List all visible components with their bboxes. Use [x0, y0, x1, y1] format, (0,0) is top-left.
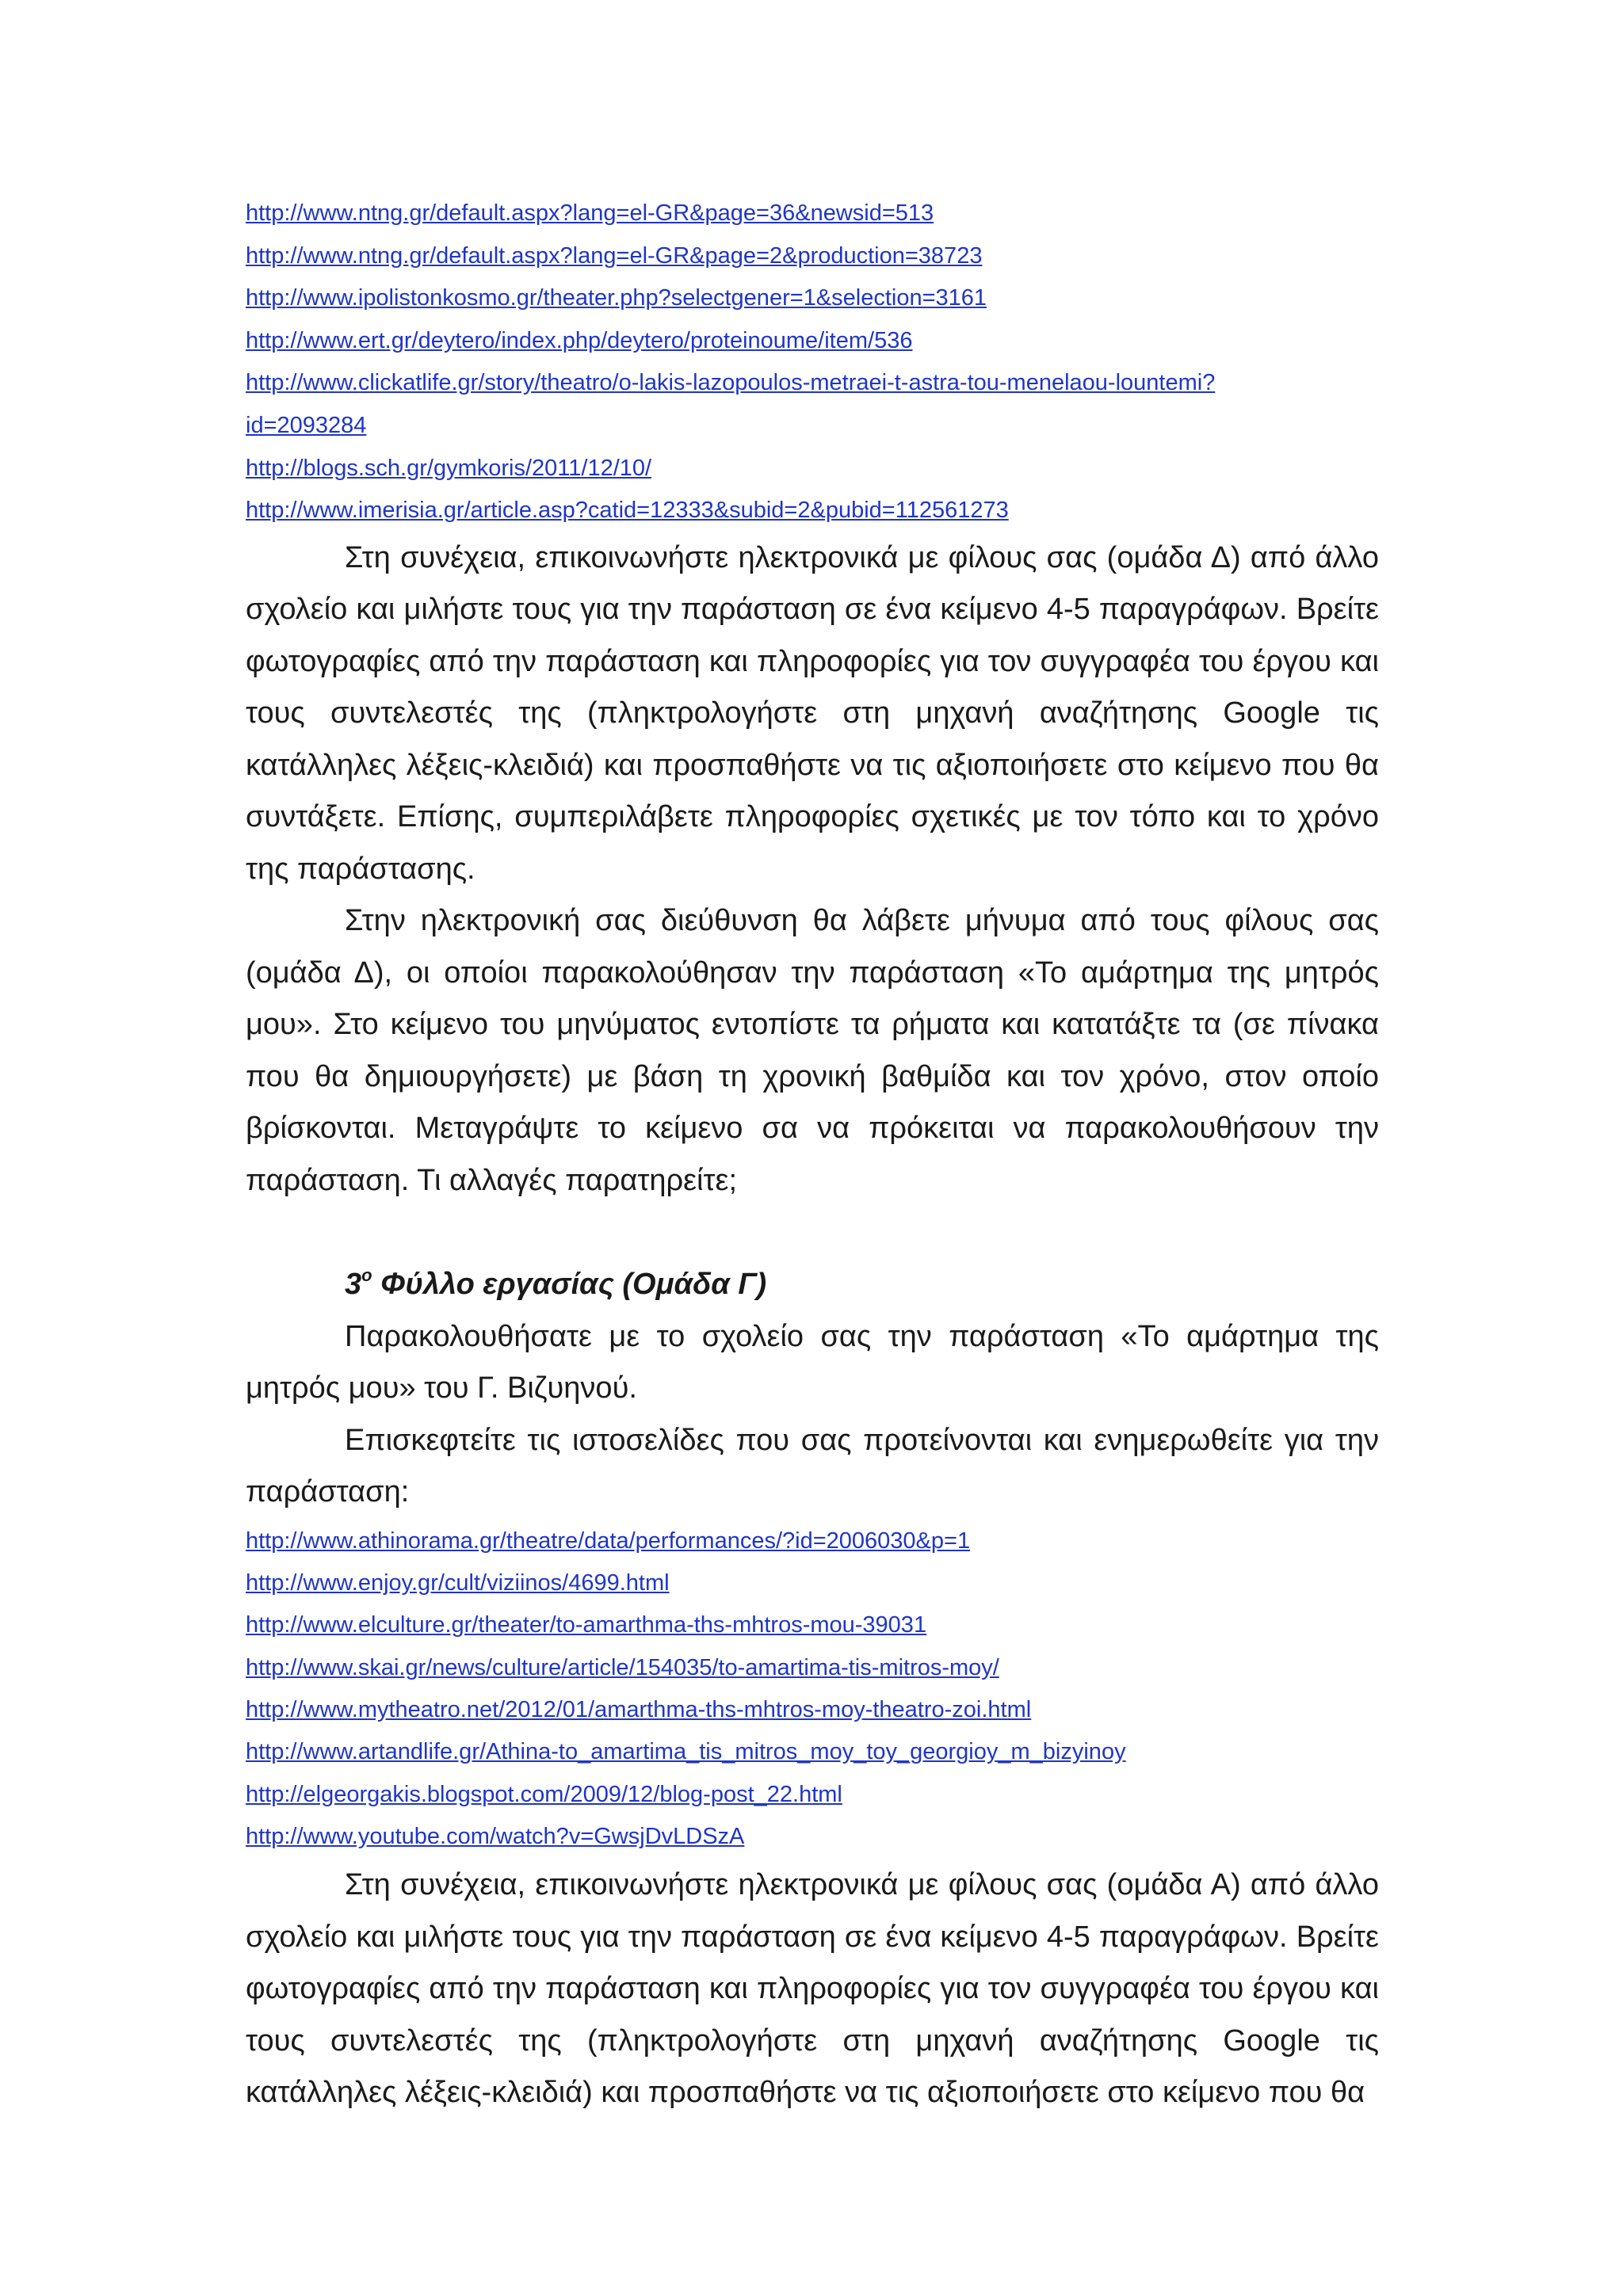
worksheet-heading [246, 1259, 1379, 1311]
document-page [246, 0, 1379, 2119]
link-elgeorgakis[interactable]: http://elgeorgakis.blogspot.com/2009/12/blog-post_22.html [246, 1781, 842, 1807]
link-blogs-sch[interactable]: http://blogs.sch.gr/gymkoris/2011/12/10/ [246, 455, 652, 481]
link-enjoy[interactable]: http://www.enjoy.gr/cult/viziinos/4699.html [246, 1570, 670, 1596]
paragraph-communicate-group-d: Στη συνέχεια, επικοινωνήστε ηλεκτρονικά με φίλους σας (ομάδα Δ) από άλλο σχολείο και μιλήστε τους για την παράσταση σε ένα κείμενο 4-5 παραγράφων. Βρείτε φωτογραφίες από την παράσταση και πληροφορίες για τον συγγραφέα του έργου και τους συντελεστές της (πληκτρολογήστε στη μηχανή αναζήτησης Google τις κατάλληλες λέξεις-κλειδιά) και προσπαθήστε να τις αξιοποιήσετε στο κείμενο που θα συντάξετε. Επίσης, συμπεριλάβετε πληροφορίες σχετικές με τον τόπο και το χρόνο της παράστασης. [246, 540, 1379, 886]
paragraph-communicate-group-a: Στη συνέχεια, επικοινωνήστε ηλεκτρονικά με φίλους σας (ομάδα Α) από άλλο σχολείο και μιλήστε τους για την παράσταση σε ένα κείμενο 4-5 παραγράφων. Βρείτε φωτογραφίες από την παράσταση και πληροφορίες για τον συγγραφέα του έργου και τους συντελεστές της (πληκτρολογήστε στη μηχανή αναζήτησης Google τις κατάλληλες λέξεις-κλειδιά) και προσπαθήστε να τις αξιοποιήσετε στο κείμενο που θα [246, 1868, 1379, 2110]
paragraph-watched-play: Παρακολουθήσατε με το σχολείο σας την παράσταση «Το αμάρτημα της μητρός μου» του Γ. Βιζυηνού. [246, 1319, 1379, 1405]
link-ntng-newsid[interactable]: http://www.ntng.gr/default.aspx?lang=el-GR&page=36&newsid=513 [246, 200, 934, 226]
link-clickatlife[interactable]: http://www.clickatlife.gr/story/theatro/o-lakis-lazopoulos-metraei-t-astra-tou-menelaou-lountemi? [246, 370, 1216, 396]
link-elculture[interactable]: http://www.elculture.gr/theater/to-amarthma-ths-mhtros-mou-39031 [246, 1612, 927, 1638]
link-athinorama[interactable]: http://www.athinorama.gr/theatre/data/performances/?id=2006030&p=1 [246, 1527, 971, 1554]
links-list-top [246, 193, 1379, 532]
link-imerisia[interactable]: http://www.imerisia.gr/article.asp?catid=12333&subid=2&pubid=112561273 [246, 498, 1009, 524]
heading-number: 3 [345, 1268, 362, 1302]
paragraph-visit-sites: Επισκεφτείτε τις ιστοσελίδες που σας προτείνονται και ενημερωθείτε για την παράσταση: [246, 1423, 1379, 1509]
link-ipolistonkosmo[interactable]: http://www.ipolistonkosmo.gr/theater.php?selectgener=1&selection=3161 [246, 285, 987, 311]
link-ntng-production[interactable]: http://www.ntng.gr/default.aspx?lang=el-GR&page=2&production=38723 [246, 242, 983, 269]
blank-line [246, 1207, 1379, 1259]
link-artandlife[interactable]: http://www.artandlife.gr/Athina-to_amartima_tis_mitros_moy_toy_georgioy_m_bizyinoy [246, 1739, 1126, 1765]
paragraph-email-message: Στην ηλεκτρονική σας διεύθυνση θα λάβετε μήνυμα από τους φίλους σας (ομάδα Δ), οι οποίοι παρακολούθησαν την παράσταση «Το αμάρτημα της μητρός μου». Στο κείμενο του μηνύματος εντοπίστε τα ρήματα και κατατάξτε τα (σε πίνακα που θα δημιουργήσετε) με βάση τη χρονική βαθμίδα και τον χρόνο, στον οποίο βρίσκονται. Μεταγράψτε το κείμενο σα να πρόκειται να παρακολουθήσουν την παράσταση. Τι αλλαγές παρατηρείτε; [246, 904, 1379, 1197]
link-skai[interactable]: http://www.skai.gr/news/culture/article/154035/to-amartima-tis-mitros-moy/ [246, 1654, 999, 1680]
link-clickatlife-cont[interactable]: id=2093284 [246, 412, 367, 438]
link-ert[interactable]: http://www.ert.gr/deytero/index.php/deytero/proteinoume/item/536 [246, 327, 913, 353]
heading-ordinal: ο [361, 1265, 372, 1286]
links-list-bottom [246, 1520, 1379, 1858]
heading-text: Φύλλο εργασίας (Ομάδα Γ) [372, 1268, 767, 1302]
link-youtube[interactable]: http://www.youtube.com/watch?v=GwsjDvLDSzA [246, 1823, 745, 1849]
link-mytheatro[interactable]: http://www.mytheatro.net/2012/01/amarthma-ths-mhtros-moy-theatro-zoi.html [246, 1696, 1032, 1722]
